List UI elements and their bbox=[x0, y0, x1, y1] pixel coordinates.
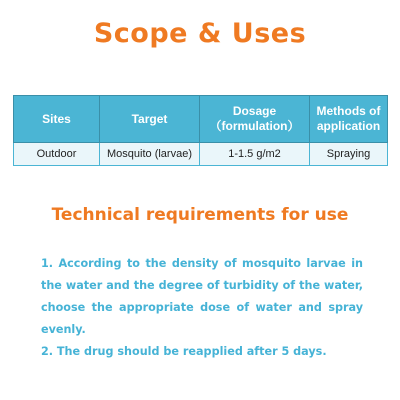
table-row bbox=[14, 143, 388, 166]
header-methods-line1: Methods of bbox=[316, 104, 381, 118]
requirement-item-1: 1. According to the density of mosquito larvae in the water and the degree of turbidity of the water, choose the appropriate dose of water and spray evenly. bbox=[41, 257, 363, 336]
header-methods bbox=[310, 96, 388, 143]
header-sites: Sites bbox=[14, 96, 100, 143]
header-dosage bbox=[200, 96, 310, 143]
cell-target: Mosquito (larvae) bbox=[100, 143, 200, 166]
header-methods-line2: application bbox=[316, 119, 381, 133]
table-header-row bbox=[14, 96, 388, 143]
header-dosage-line2: （formulation） bbox=[209, 119, 300, 133]
requirements-title: Technical requirements for use bbox=[51, 205, 349, 225]
requirement-item-2: 2. The drug should be reapplied after 5 days. bbox=[41, 345, 327, 358]
cell-sites: Outdoor bbox=[14, 143, 100, 166]
scope-table bbox=[13, 95, 388, 166]
cell-method: Spraying bbox=[310, 143, 388, 166]
header-target: Target bbox=[100, 96, 200, 143]
page-title: Scope & Uses bbox=[93, 18, 307, 49]
cell-dosage: 1-1.5 g/m2 bbox=[200, 143, 310, 166]
requirements-list bbox=[41, 253, 363, 363]
header-dosage-line1: Dosage bbox=[232, 104, 277, 118]
